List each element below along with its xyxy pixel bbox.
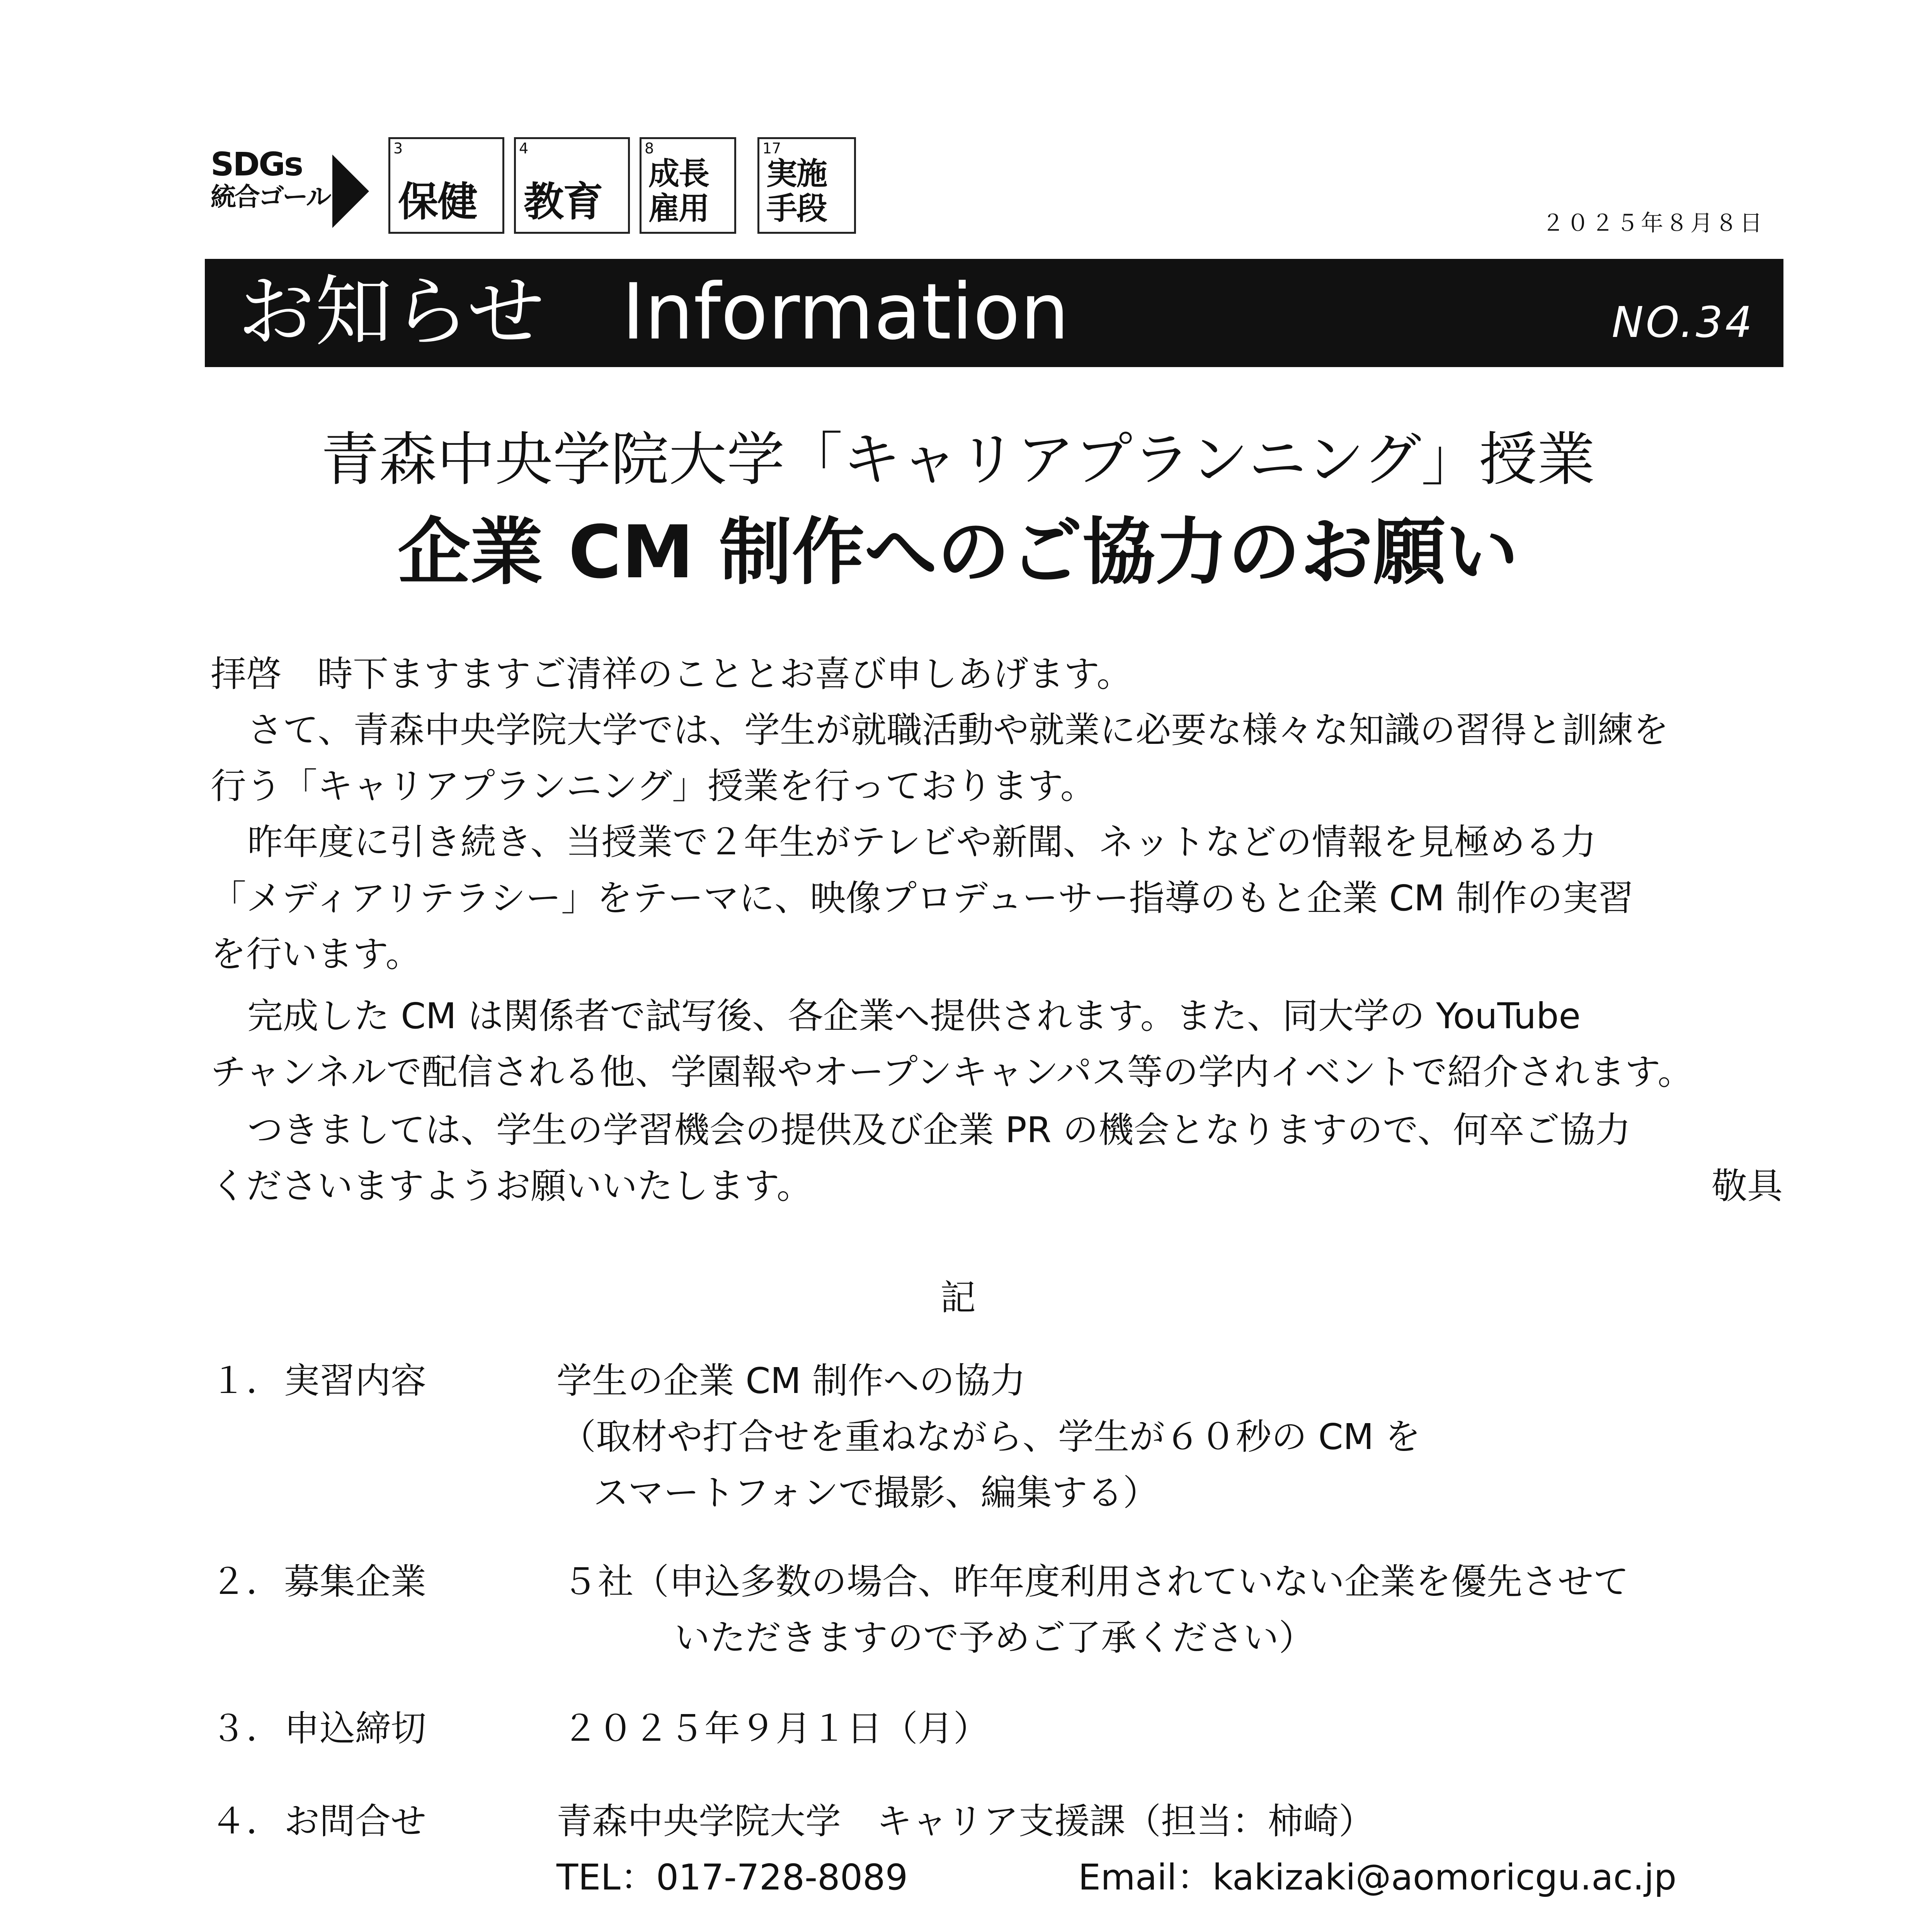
sdg-goal-text: 保健 [398,178,477,225]
sdg-goal-4 [514,137,630,234]
item-text: ５社（申込多数の場合、昨年度利用されていない企業を優先させて [562,1561,1629,1602]
sdg-goal-8 [640,137,736,234]
item-text: スマートフォンで撮影、編集する） [593,1472,1159,1514]
item-label: 募集企業 [284,1561,427,1602]
body-paragraph-line: くださいますようお願いいたします。 [211,1165,812,1207]
sdg-goal-text: 実施 手段 [766,156,827,226]
body-paragraph-line: 行う「キャリアプランニング」授業を行っております。 [211,765,1096,807]
body-paragraph-line: 昨年度に引き続き、当授業で２年生がテレビや新聞、ネットなどの情報を見極める力 [247,821,1596,863]
play-arrow-icon [332,155,369,228]
item-text: いただきますので予めご了承ください） [674,1617,1315,1658]
item-label: 申込締切 [284,1708,427,1749]
ki-marker: 記 [940,1277,976,1318]
body-paragraph-line: 完成した CM は関係者で試写後、各企業へ提供されます。また、同大学の YouTube [247,995,1581,1037]
sdg-goal-number: 4 [519,140,529,157]
sdg-goal-17 [757,137,856,234]
sdg-goal-text: 成長 雇用 [648,156,709,226]
item-label: お問合せ [284,1801,427,1842]
information-banner [205,259,1783,367]
greeting: 拝啓 時下ますますご清祥のこととお喜び申しあげます。 [211,653,1132,695]
item-text: Email：kakizaki@aomoricgu.ac.jp [1078,1857,1677,1898]
issue-number: NO.34 [1611,298,1754,347]
body-paragraph-line: つきましては、学生の学習機会の提供及び企業 PR の機会となりますので、何卒ご協力 [247,1109,1631,1151]
item-text: （取材や打合せを重ねながら、学生が６０秒の CM を [560,1416,1421,1458]
issue-date: ２０２５年８月８日 [1542,210,1765,236]
item-text: 青森中央学院大学 キャリア支援課（担当：柿崎） [556,1801,1375,1842]
item-number: ３． [211,1708,282,1749]
item-number: ４． [211,1801,282,1842]
item-number: ２． [211,1561,282,1602]
body-paragraph-line: 「メディアリテラシー」をテーマに、映像プロデューサー指導のもと企業 CM 制作の実習 [211,878,1634,919]
item-text: 学生の企業 CM 制作への協力 [556,1360,1026,1401]
sdg-goal-number: 17 [762,140,781,157]
item-label: 実習内容 [284,1360,427,1401]
sdgs-label: SDGs [211,145,303,183]
body-paragraph-line: を行います。 [211,934,421,975]
body-paragraph-line: さて、青森中央学院大学では、学生が就職活動や就業に必要な様々な知識の習得と訓練を [247,709,1669,751]
sdg-goal-number: 8 [645,140,654,157]
item-number: １． [211,1360,282,1401]
sdg-goal-number: 3 [393,140,403,157]
item-text: ２０２５年９月１日（月） [562,1708,989,1749]
heading-line-1: 青森中央学院大学「キャリアプランニング」授業 [321,426,1595,493]
item-text: TEL：017-728-8089 [556,1857,908,1898]
heading-line-2: 企業 CM 制作へのご協力のお願い [398,510,1518,595]
closing: 敬具 [1711,1165,1783,1207]
body-paragraph-line: チャンネルで配信される他、学園報やオープンキャンパス等の学内イベントで紹介されます。 [211,1051,1693,1093]
banner-title: お知らせ Information [238,267,1069,357]
sdg-goal-text: 教育 [524,178,603,225]
sdg-goal-3 [388,137,504,234]
sdgs-sub-label: 統合ゴール [211,182,330,212]
